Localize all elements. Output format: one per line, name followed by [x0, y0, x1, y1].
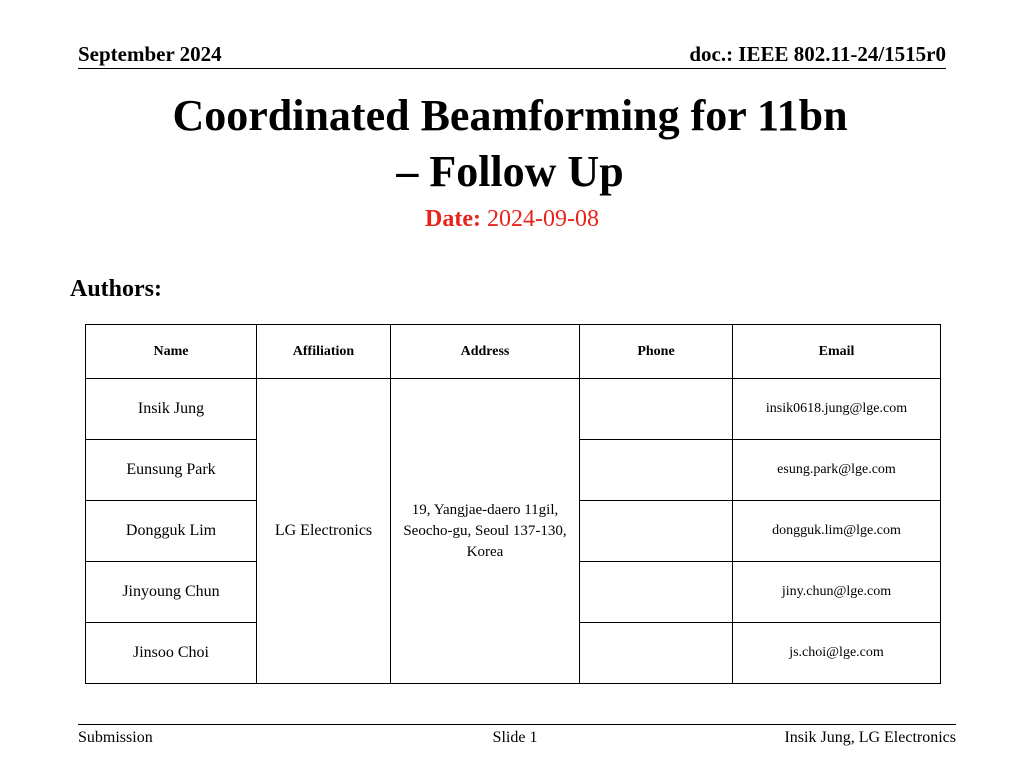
header-doc-id: doc.: IEEE 802.11-24/1515r0 [689, 42, 946, 66]
column-header-email: Email [733, 325, 941, 379]
header-date: September 2024 [78, 42, 222, 66]
author-name: Dongguk Lim [86, 501, 257, 562]
authors-table [85, 324, 941, 684]
footer-author: Insik Jung, LG Electronics [784, 729, 956, 746]
footer-submission: Submission [78, 729, 153, 746]
date-value: 2024-09-08 [480, 206, 599, 232]
authors-heading: Authors: [70, 276, 163, 302]
author-email: jiny.chun@lge.com [733, 562, 941, 623]
author-phone [580, 501, 733, 562]
table-row [86, 379, 941, 440]
author-phone [580, 379, 733, 440]
table-header-row [86, 325, 941, 379]
author-affiliation: LG Electronics [257, 379, 391, 684]
author-name: Insik Jung [86, 379, 257, 440]
slide-date [0, 204, 1024, 234]
author-name: Jinsoo Choi [86, 623, 257, 684]
author-email: insik0618.jung@lge.com [733, 379, 941, 440]
author-phone [580, 440, 733, 501]
title-line-2: – Follow Up [396, 147, 624, 196]
slide-title [80, 88, 940, 200]
footer-slide-number: Slide 1 [492, 729, 538, 746]
column-header-name: Name [86, 325, 257, 379]
author-email: dongguk.lim@lge.com [733, 501, 941, 562]
author-name: Eunsung Park [86, 440, 257, 501]
footer-divider [78, 724, 956, 725]
date-label: Date: [425, 206, 481, 232]
title-line-1: Coordinated Beamforming for 11bn [172, 91, 848, 140]
author-email: esung.park@lge.com [733, 440, 941, 501]
author-name: Jinyoung Chun [86, 562, 257, 623]
header-divider [78, 68, 946, 69]
author-phone [580, 562, 733, 623]
author-email: js.choi@lge.com [733, 623, 941, 684]
column-header-affiliation: Affiliation [257, 325, 391, 379]
column-header-address: Address [391, 325, 580, 379]
column-header-phone: Phone [580, 325, 733, 379]
author-address: 19, Yangjae-daero 11gil, Seocho-gu, Seoul 137-130, Korea [391, 379, 580, 684]
author-phone [580, 623, 733, 684]
